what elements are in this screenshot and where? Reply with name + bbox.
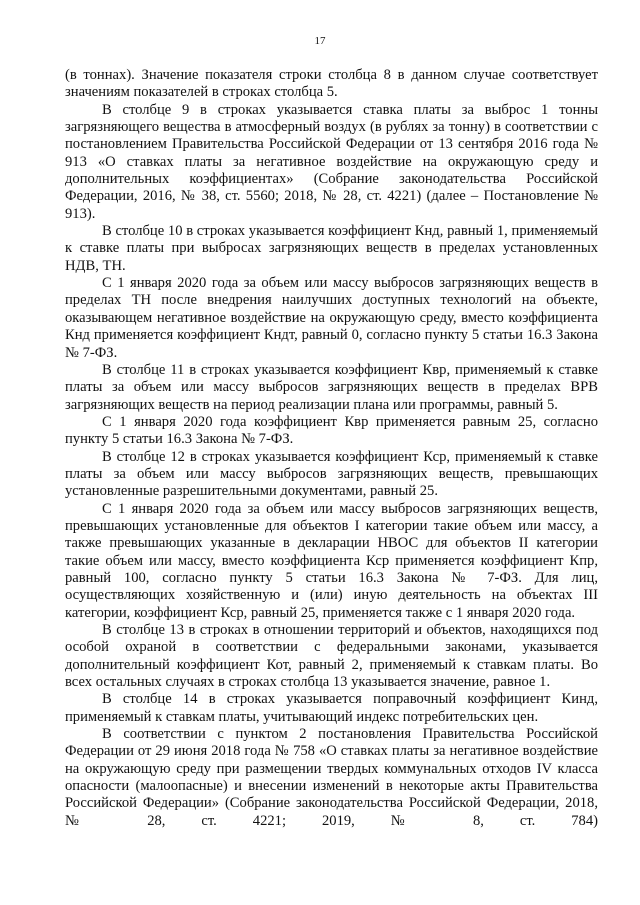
- paragraph: В столбце 14 в строках указывается поправочный коэффициент Кинд, применяемый к ставкам платы, учитывающий индекс потребительских цен.: [65, 691, 598, 725]
- paragraph: В столбце 10 в строках указывается коэффициент Кнд, равный 1, применяемый к ставке платы при выбросах загрязняющих веществ в пределах установленных НДВ, ТН.: [65, 223, 598, 274]
- paragraph: С 1 января 2020 года за объем или массу выбросов загрязняющих веществ, превышающих установленные для объектов I категории такие объем или массу, а также превышающих указанные в декларации НВОС для объектов II категории такие объем или массу, вместо коэффициента Кср применяется коэффициент Кпр, равный 100, согласно пункту 5 статьи 16.3 Закона № 7-ФЗ. Для лиц, осуществляющих хозяйственную и (или) иную деятельность на объектах III категории, коэффициент Кср, равный 25, применяется также с 1 января 2020 года.: [65, 500, 598, 621]
- paragraph: С 1 января 2020 года за объем или массу выбросов загрязняющих веществ в пределах ТН после внедрения наилучших доступных технологий на объекте, оказывающем негативное воздействие на окружающую среду, вместо коэффициента Кнд применяется коэффициент Кндт, равный 0, согласно пункту 5 статьи 16.3 Закона № 7-ФЗ.: [65, 275, 598, 361]
- paragraph: В столбце 11 в строках указывается коэффициент Квр, применяемый к ставке платы за объем или массу выбросов загрязняющих веществ в пределах ВРВ загрязняющих веществ на период реализации плана или программы, равный 5.: [65, 361, 598, 413]
- paragraph: В столбце 9 в строках указывается ставка платы за выброс 1 тонны загрязняющего вещества в атмосферный воздух (в рублях за тонну) в соответствии с постановлением Правительства Российской Федерации от 13 сентября 2016 года № 913 «О ставках платы за негативное воздействие на окружающую среду и дополнительных коэффициентах» (Собрание законодательства Российской Федерации, 2016, № 38, ст. 5560; 2018, № 28, ст. 4221) (далее – Постановление № 913).: [65, 101, 598, 222]
- paragraph: В столбце 13 в строках в отношении территорий и объектов, находящихся под особой охраной в соответствии с федеральными законами, указывается дополнительный коэффициент Кот, равный 2, применяемый к ставкам платы. Во всех остальных случаях в строках столбца 13 указывается значение, равное 1.: [65, 622, 598, 691]
- document-body: [65, 67, 598, 830]
- paragraph: В столбце 12 в строках указывается коэффициент Кср, применяемый к ставке платы за объем или массу выбросов загрязняющих веществ, превышающих установленные разрешительными документами, равный 25.: [65, 448, 598, 500]
- paragraph: (в тоннах). Значение показателя строки столбца 8 в данном случае соответствует значениям показателей в строках столбца 5.: [65, 67, 598, 101]
- paragraph: С 1 января 2020 года коэффициент Квр применяется равным 25, согласно пункту 5 статьи 16.3 Закона № 7-ФЗ.: [65, 413, 598, 448]
- paragraph: В соответствии с пунктом 2 постановления Правительства Российской Федерации от 29 июня 2018 года № 758 «О ставках платы за негативное воздействие на окружающую среду при размещении твердых коммунальных отходов IV класса опасности (малоопасные) и внесении изменений в некоторые акты Правительства Российской Федерации» (Собрание законодательства Российской Федерации, 2018, № 28, ст. 4221; 2019, № 8, ст. 784): [65, 726, 598, 829]
- page-number: 17: [314, 35, 326, 47]
